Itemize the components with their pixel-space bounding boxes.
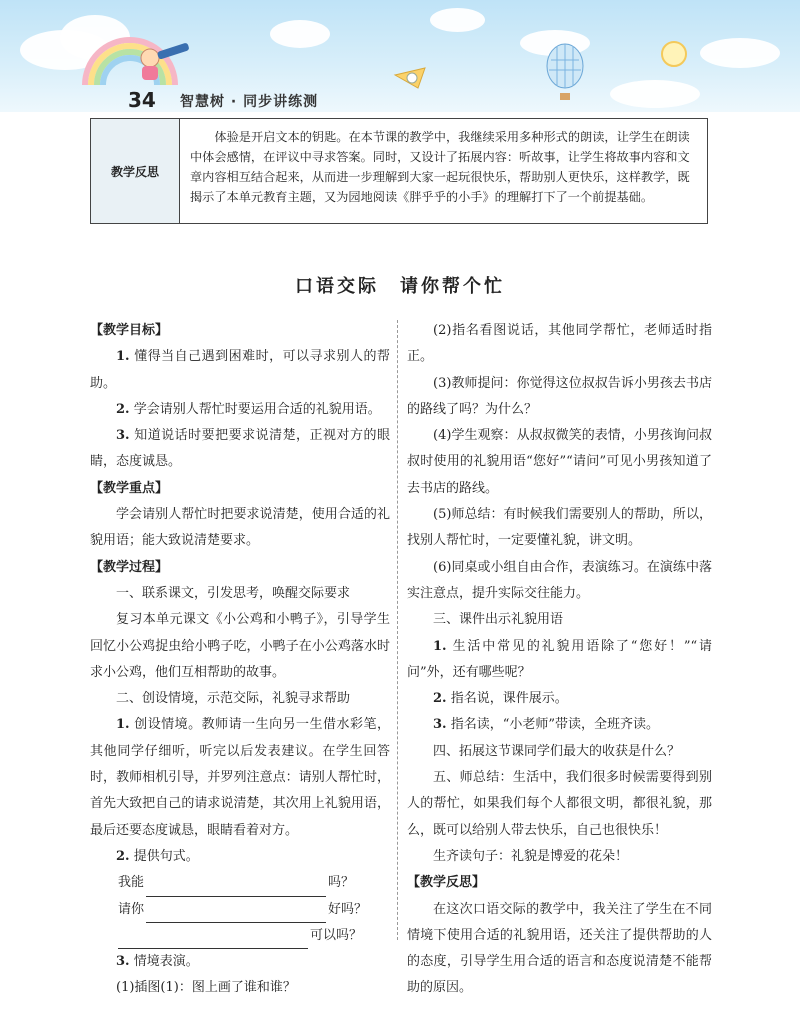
lesson-title: 口语交际 请你帮个忙 — [295, 276, 505, 297]
step-heading: 二、创设情境，示范交际，礼貌寻求帮助 — [116, 691, 351, 707]
section-heading: 【教学重点】 — [90, 480, 169, 496]
paragraph: (2)指名看图说话，其他同学帮忙，老师适时指正。 — [407, 323, 712, 365]
paragraph: 生齐读句子：礼貌是博爱的花朵！ — [433, 848, 629, 864]
paragraph: (4)学生观察：从叔叔微笑的表情，小男孩询问叔叔时使用的礼貌用语“您好”“请问”可见小男孩知道了去书店的路线。 — [407, 428, 712, 496]
paragraph: (5)师总结：有时候我们需要别人的帮助，所以，找别人帮忙时，一定要懂礼貌，讲文明。 — [407, 507, 712, 549]
sun-icon — [662, 42, 686, 66]
reflection-label: 教学反思 — [91, 119, 180, 223]
section-heading: 【教学反思】 — [407, 875, 486, 891]
paragraph: 复习本单元课文《小公鸡和小鸭子》，引导学生回忆小公鸡捉虫给小鸭子吃，小鸭子在小公鸡落水时求小公鸡，他们互相帮助的故事。 — [90, 612, 390, 680]
paragraph: 1. 创设情境。教师请一生向另一生借水彩笔，其他同学仔细听，听完以后发表建议。在学生回答时，教师相机引导，并罗列注意点：请别人帮忙时，首先大致把自己的请求说清楚，其次用上礼貌用语，最后还要态度诚恳，眼睛看着对方。 — [90, 717, 390, 838]
page-number: 34 — [128, 88, 156, 112]
section-heading: 【教学目标】 — [90, 323, 169, 338]
rainbow-icon — [85, 40, 175, 85]
paragraph: 3. 指名读，“小老师”带读，全班齐读。 — [433, 717, 660, 733]
paragraph: 1. 生活中常见的礼貌用语除了“您好！”“请问”外，还有哪些呢？ — [407, 638, 712, 680]
column-divider — [397, 320, 398, 940]
step-heading: 一、联系课文，引发思考，唤醒交际要求 — [116, 585, 351, 601]
paragraph: (6)同桌或小组自由合作，表演练习。在演练中落实注意点，提升实际交往能力。 — [407, 559, 712, 601]
step-heading: 四、拓展这节课同学们最大的收获是什么？ — [433, 743, 681, 759]
paragraph: (1)插图(1)：图上画了谁和谁？ — [116, 980, 296, 996]
sentence-pattern: 我能 吗？ — [90, 870, 390, 896]
paragraph: (3)教师提问：你觉得这位叔叔告诉小男孩去书店的路线了吗？为什么？ — [407, 375, 712, 417]
kite-icon — [395, 68, 425, 88]
paragraph: 3. 情境表演。 — [116, 954, 199, 970]
sentence-pattern: 可以吗？ — [90, 923, 390, 949]
series-title: 智慧树 · 同步讲练测 — [180, 94, 319, 110]
goal-item: 1. 懂得当自己遇到困难时，可以寻求别人的帮助。 — [90, 349, 390, 391]
hot-air-balloon-icon — [547, 44, 583, 100]
banner-illustration — [0, 0, 800, 112]
left-column — [90, 318, 390, 1002]
section-heading: 【教学过程】 — [90, 559, 169, 575]
paragraph: 学会请别人帮忙时把要求说清楚，使用合适的礼貌用语；能大致说清楚要求。 — [90, 507, 390, 549]
header-banner — [0, 0, 800, 112]
paragraph: 五、师总结：生活中，我们很多时候需要得到别人的帮忙，如果我们每个人都很文明，都很礼貌，那么，既可以给别人带去快乐，自己也很快乐！ — [407, 770, 712, 838]
goal-item: 2. 学会请别人帮忙时要运用合适的礼貌用语。 — [116, 401, 381, 417]
reflection-text: 体验是开启文本的钥匙。在本节课的教学中，我继续采用多种形式的朗读，让学生在朗读中体会感情，在评议中寻求答案。同时，又设计了拓展内容：听故事，让学生将故事内容和文章内容相互结合起来，从而进一步理解到大家一起玩很快乐，帮助别人更快乐，这样教学，既揭示了本单元教育主题，又为园地阅读《胖乎乎的小手》的理解打下了一个前提基础。 — [190, 130, 690, 204]
goal-item: 3. 知道说话时要把要求说清楚，正视对方的眼睛，态度诚恳。 — [90, 428, 390, 470]
paragraph: 在这次口语交际的教学中，我关注了学生在不同情境下使用合适的礼貌用语，还关注了提供帮助的人的态度，引导学生用合适的语言和态度说清楚不能帮助的原因。 — [407, 901, 712, 996]
sentence-pattern: 请你 好吗？ — [90, 897, 390, 923]
paragraph: 2. 提供句式。 — [116, 848, 199, 864]
reflection-table — [90, 118, 708, 224]
right-column — [407, 318, 712, 1002]
paragraph: 2. 指名说，课件展示。 — [433, 691, 568, 707]
step-heading: 三、课件出示礼貌用语 — [433, 612, 564, 628]
